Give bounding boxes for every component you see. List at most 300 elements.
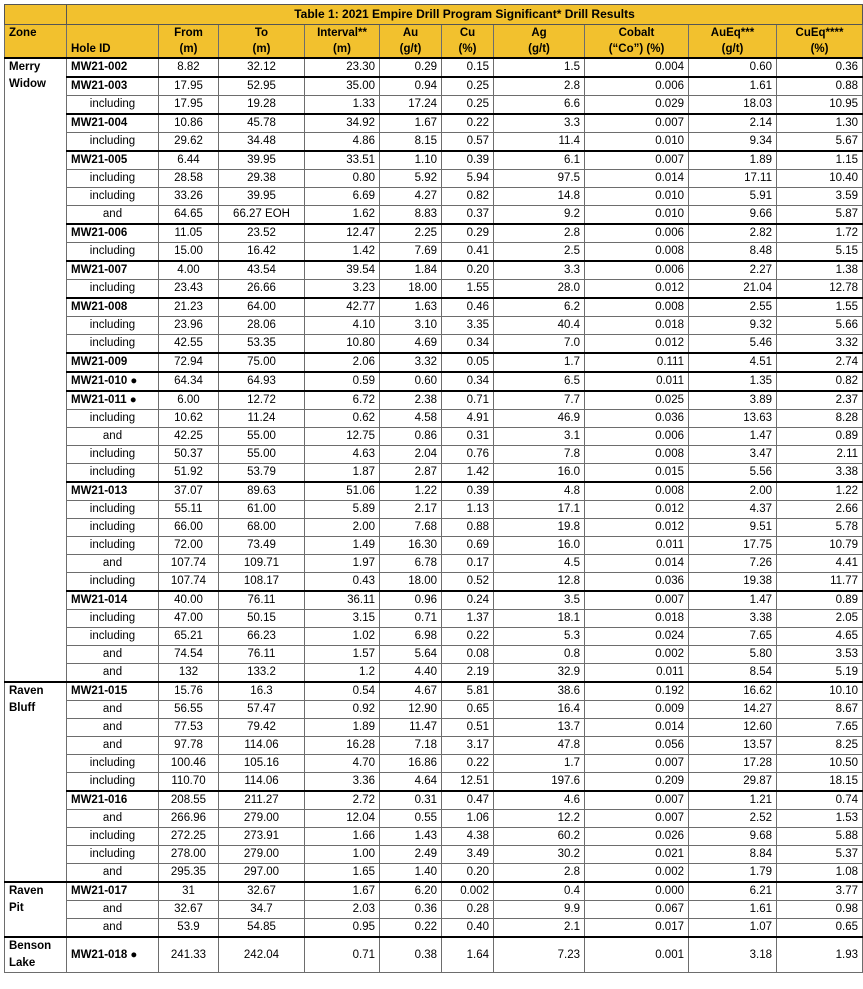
- cell-cu: 1.42: [442, 464, 494, 483]
- header-interval: [305, 25, 380, 59]
- cell-ag: 28.0: [494, 280, 585, 299]
- cell-aueq: 9.66: [689, 206, 777, 225]
- cell-to: 54.85: [219, 919, 305, 938]
- cell-cu: 0.71: [442, 391, 494, 410]
- cell-to: 26.66: [219, 280, 305, 299]
- cell-co: 0.024: [585, 628, 689, 646]
- cell-ag: 4.5: [494, 555, 585, 573]
- zone-name-part: Raven: [9, 885, 44, 897]
- sub-interval-label: and: [67, 919, 159, 938]
- cell-au: 4.58: [380, 410, 442, 428]
- cell-co: 0.008: [585, 243, 689, 262]
- cell-au: 5.92: [380, 170, 442, 188]
- cell-interval: 12.04: [305, 810, 380, 828]
- cell-co: 0.007: [585, 791, 689, 810]
- cell-co: 0.007: [585, 755, 689, 773]
- cell-interval: 1.33: [305, 96, 380, 115]
- cell-interval: 42.77: [305, 298, 380, 317]
- cell-cu: 12.51: [442, 773, 494, 792]
- cell-co: 0.017: [585, 919, 689, 938]
- cell-interval: 1.66: [305, 828, 380, 846]
- cell-au: 2.38: [380, 391, 442, 410]
- cell-cueq: 0.36: [777, 58, 863, 77]
- cell-ag: 11.4: [494, 133, 585, 152]
- cell-cueq: 10.10: [777, 682, 863, 701]
- cell-ag: 16.0: [494, 537, 585, 555]
- sub-interval-label: including: [67, 280, 159, 299]
- cell-aueq: 3.18: [689, 937, 777, 973]
- cell-cueq: 2.74: [777, 353, 863, 372]
- cell-cu: 2.19: [442, 664, 494, 683]
- cell-co: 0.002: [585, 646, 689, 664]
- cell-cueq: 2.05: [777, 610, 863, 628]
- cell-ag: 47.8: [494, 737, 585, 755]
- cell-from: 65.21: [159, 628, 219, 646]
- cell-au: 0.29: [380, 58, 442, 77]
- table-row: [5, 224, 863, 243]
- table-row: [5, 317, 863, 335]
- cell-ag: 197.6: [494, 773, 585, 792]
- cell-to: 43.54: [219, 261, 305, 280]
- cell-co: 0.008: [585, 298, 689, 317]
- cell-from: 4.00: [159, 261, 219, 280]
- cell-interval: 2.06: [305, 353, 380, 372]
- table-row: [5, 482, 863, 501]
- cell-to: 34.7: [219, 901, 305, 919]
- cell-cueq: 5.66: [777, 317, 863, 335]
- cell-ag: 3.1: [494, 428, 585, 446]
- cell-to: 64.00: [219, 298, 305, 317]
- cell-aueq: 13.63: [689, 410, 777, 428]
- cell-cu: 0.82: [442, 188, 494, 206]
- header-to: [219, 25, 305, 59]
- header-cobalt: [585, 25, 689, 59]
- cell-interval: 1.62: [305, 206, 380, 225]
- cell-cueq: 1.15: [777, 151, 863, 170]
- cell-to: 61.00: [219, 501, 305, 519]
- cell-co: 0.011: [585, 664, 689, 683]
- table-row: [5, 243, 863, 262]
- cell-to: 16.42: [219, 243, 305, 262]
- cell-ag: 12.2: [494, 810, 585, 828]
- hole-id-cell: MW21-006: [67, 224, 159, 243]
- cell-interval: 3.15: [305, 610, 380, 628]
- cell-cu: 0.47: [442, 791, 494, 810]
- cell-ag: 3.3: [494, 261, 585, 280]
- header-cu: [442, 25, 494, 59]
- cell-cueq: 10.40: [777, 170, 863, 188]
- cell-from: 64.34: [159, 372, 219, 391]
- cell-from: 132: [159, 664, 219, 683]
- cell-au: 6.98: [380, 628, 442, 646]
- cell-co: 0.007: [585, 591, 689, 610]
- cell-from: 6.44: [159, 151, 219, 170]
- cell-aueq: 2.27: [689, 261, 777, 280]
- cell-co: 0.111: [585, 353, 689, 372]
- cell-interval: 1.57: [305, 646, 380, 664]
- zone-cell: [5, 882, 67, 937]
- cell-aueq: 21.04: [689, 280, 777, 299]
- cell-cu: 0.51: [442, 719, 494, 737]
- cell-from: 50.37: [159, 446, 219, 464]
- header-ag-l1: Ag: [531, 27, 547, 39]
- cell-from: 107.74: [159, 573, 219, 592]
- cell-ag: 4.8: [494, 482, 585, 501]
- cell-to: 55.00: [219, 428, 305, 446]
- cell-from: 72.00: [159, 537, 219, 555]
- cell-to: 76.11: [219, 591, 305, 610]
- hole-id-cell: MW21-011 ●: [67, 391, 159, 410]
- cell-from: 10.62: [159, 410, 219, 428]
- cell-to: 114.06: [219, 773, 305, 792]
- cell-au: 4.69: [380, 335, 442, 354]
- cell-to: 79.42: [219, 719, 305, 737]
- cell-cu: 0.05: [442, 353, 494, 372]
- table-row: [5, 391, 863, 410]
- cell-cueq: 8.67: [777, 701, 863, 719]
- cell-interval: 2.03: [305, 901, 380, 919]
- cell-interval: 51.06: [305, 482, 380, 501]
- table-row: [5, 682, 863, 701]
- zone-name-part: Widow: [9, 78, 46, 90]
- header-cu-l2: (%): [458, 43, 477, 55]
- cell-ag: 32.9: [494, 664, 585, 683]
- table-row: [5, 298, 863, 317]
- cell-aueq: 1.61: [689, 77, 777, 96]
- cell-cueq: 4.41: [777, 555, 863, 573]
- cell-au: 0.86: [380, 428, 442, 446]
- cell-from: 64.65: [159, 206, 219, 225]
- sub-interval-label: including: [67, 573, 159, 592]
- cell-ag: 97.5: [494, 170, 585, 188]
- zone-name-part: Benson: [9, 940, 52, 952]
- cell-co: 0.010: [585, 133, 689, 152]
- cell-interval: 36.11: [305, 591, 380, 610]
- sub-interval-label: including: [67, 446, 159, 464]
- zone-name-part: Lake: [9, 957, 36, 969]
- cell-cueq: 2.37: [777, 391, 863, 410]
- cell-to: 28.06: [219, 317, 305, 335]
- cell-from: 77.53: [159, 719, 219, 737]
- zone-cell: [5, 937, 67, 973]
- cell-cueq: 0.89: [777, 591, 863, 610]
- cell-interval: 3.23: [305, 280, 380, 299]
- header-interval-l1: Interval**: [317, 27, 367, 39]
- cell-from: 40.00: [159, 591, 219, 610]
- cell-cueq: 3.53: [777, 646, 863, 664]
- table-row: [5, 519, 863, 537]
- cell-to: 32.67: [219, 882, 305, 901]
- cell-interval: 23.30: [305, 58, 380, 77]
- cell-cueq: 3.32: [777, 335, 863, 354]
- table-row: [5, 664, 863, 683]
- cell-from: 15.00: [159, 243, 219, 262]
- cell-ag: 60.2: [494, 828, 585, 846]
- cell-ag: 6.1: [494, 151, 585, 170]
- cell-cu: 5.94: [442, 170, 494, 188]
- cell-interval: 0.54: [305, 682, 380, 701]
- cell-co: 0.004: [585, 58, 689, 77]
- sub-interval-label: including: [67, 410, 159, 428]
- cell-aueq: 12.60: [689, 719, 777, 737]
- cell-au: 0.94: [380, 77, 442, 96]
- header-to-l1: To: [254, 27, 269, 39]
- sub-interval-label: including: [67, 170, 159, 188]
- cell-to: 89.63: [219, 482, 305, 501]
- header-cueq: [777, 25, 863, 59]
- table-row: [5, 188, 863, 206]
- cell-aueq: 5.80: [689, 646, 777, 664]
- cell-au: 18.00: [380, 573, 442, 592]
- cell-au: 2.87: [380, 464, 442, 483]
- cell-aueq: 1.35: [689, 372, 777, 391]
- cell-ag: 7.8: [494, 446, 585, 464]
- cell-aueq: 13.57: [689, 737, 777, 755]
- cell-co: 0.001: [585, 937, 689, 973]
- cell-ag: 2.8: [494, 224, 585, 243]
- table-row: [5, 446, 863, 464]
- hole-id-cell: MW21-007: [67, 261, 159, 280]
- cell-from: 15.76: [159, 682, 219, 701]
- cell-co: 0.006: [585, 224, 689, 243]
- cell-cu: 1.06: [442, 810, 494, 828]
- cell-ag: 1.7: [494, 755, 585, 773]
- hole-id-cell: MW21-018 ●: [67, 937, 159, 973]
- cell-from: 17.95: [159, 96, 219, 115]
- hole-id-cell: MW21-010 ●: [67, 372, 159, 391]
- cell-ag: 17.1: [494, 501, 585, 519]
- cell-au: 5.64: [380, 646, 442, 664]
- sub-interval-label: including: [67, 133, 159, 152]
- cell-ag: 3.5: [494, 591, 585, 610]
- cell-interval: 0.62: [305, 410, 380, 428]
- sub-interval-label: and: [67, 864, 159, 883]
- cell-aueq: 1.47: [689, 591, 777, 610]
- cell-ag: 16.0: [494, 464, 585, 483]
- cell-ag: 3.3: [494, 114, 585, 133]
- cell-cu: 0.39: [442, 151, 494, 170]
- header-au-l2: (g/t): [399, 43, 422, 55]
- cell-to: 133.2: [219, 664, 305, 683]
- cell-aueq: 2.55: [689, 298, 777, 317]
- cell-aueq: 9.68: [689, 828, 777, 846]
- cell-cu: 0.40: [442, 919, 494, 938]
- cell-cueq: 2.66: [777, 501, 863, 519]
- cell-au: 3.32: [380, 353, 442, 372]
- cell-au: 7.18: [380, 737, 442, 755]
- cell-interval: 1.97: [305, 555, 380, 573]
- cell-ag: 0.4: [494, 882, 585, 901]
- cell-cueq: 1.22: [777, 482, 863, 501]
- cell-cueq: 5.15: [777, 243, 863, 262]
- cell-interval: 1.87: [305, 464, 380, 483]
- cell-au: 7.69: [380, 243, 442, 262]
- cell-from: 56.55: [159, 701, 219, 719]
- sub-interval-label: and: [67, 664, 159, 683]
- zone-name-part: Merry: [9, 61, 41, 73]
- cell-co: 0.025: [585, 391, 689, 410]
- cell-au: 1.40: [380, 864, 442, 883]
- cell-cueq: 10.50: [777, 755, 863, 773]
- cell-cueq: 7.65: [777, 719, 863, 737]
- cell-au: 2.25: [380, 224, 442, 243]
- zone-name-part: Raven: [9, 685, 44, 697]
- cell-to: 34.48: [219, 133, 305, 152]
- hole-id-cell: MW21-002: [67, 58, 159, 77]
- cell-aueq: 3.47: [689, 446, 777, 464]
- cell-au: 1.67: [380, 114, 442, 133]
- cell-aueq: 5.56: [689, 464, 777, 483]
- cell-cu: 0.29: [442, 224, 494, 243]
- sub-interval-label: including: [67, 628, 159, 646]
- cell-au: 0.31: [380, 791, 442, 810]
- cell-cueq: 0.89: [777, 428, 863, 446]
- cell-interval: 12.75: [305, 428, 380, 446]
- cell-aueq: 8.84: [689, 846, 777, 864]
- cell-co: 0.007: [585, 151, 689, 170]
- cell-interval: 1.67: [305, 882, 380, 901]
- cell-co: 0.011: [585, 537, 689, 555]
- cell-ag: 16.4: [494, 701, 585, 719]
- cell-cu: 0.34: [442, 372, 494, 391]
- cell-co: 0.006: [585, 77, 689, 96]
- sub-interval-label: and: [67, 555, 159, 573]
- cell-cueq: 0.74: [777, 791, 863, 810]
- cell-aueq: 1.61: [689, 901, 777, 919]
- cell-cu: 0.88: [442, 519, 494, 537]
- cell-aueq: 8.54: [689, 664, 777, 683]
- cell-aueq: 19.38: [689, 573, 777, 592]
- hole-id-cell: MW21-017: [67, 882, 159, 901]
- table-row: [5, 846, 863, 864]
- cell-to: 105.16: [219, 755, 305, 773]
- cell-cueq: 3.38: [777, 464, 863, 483]
- title-spacer: [5, 5, 67, 25]
- cell-to: 64.93: [219, 372, 305, 391]
- cell-from: 241.33: [159, 937, 219, 973]
- cell-to: 32.12: [219, 58, 305, 77]
- cell-co: 0.008: [585, 446, 689, 464]
- cell-interval: 16.28: [305, 737, 380, 755]
- cell-ag: 9.2: [494, 206, 585, 225]
- header-interval-l2: (m): [333, 43, 351, 55]
- cell-aueq: 1.07: [689, 919, 777, 938]
- cell-cu: 0.41: [442, 243, 494, 262]
- cell-aueq: 3.38: [689, 610, 777, 628]
- cell-to: 19.28: [219, 96, 305, 115]
- sub-interval-label: and: [67, 901, 159, 919]
- cell-co: 0.012: [585, 501, 689, 519]
- cell-from: 55.11: [159, 501, 219, 519]
- cell-ag: 40.4: [494, 317, 585, 335]
- cell-co: 0.006: [585, 428, 689, 446]
- cell-co: 0.009: [585, 701, 689, 719]
- cell-interval: 0.80: [305, 170, 380, 188]
- sub-interval-label: and: [67, 646, 159, 664]
- cell-from: 208.55: [159, 791, 219, 810]
- hole-id-cell: MW21-013: [67, 482, 159, 501]
- cell-interval: 0.59: [305, 372, 380, 391]
- table-row: [5, 410, 863, 428]
- cell-au: 0.96: [380, 591, 442, 610]
- table-row: [5, 646, 863, 664]
- cell-to: 273.91: [219, 828, 305, 846]
- table-row: [5, 280, 863, 299]
- table-row: [5, 133, 863, 152]
- cell-co: 0.007: [585, 810, 689, 828]
- cell-aueq: 8.48: [689, 243, 777, 262]
- cell-cu: 4.38: [442, 828, 494, 846]
- cell-to: 68.00: [219, 519, 305, 537]
- table-row: [5, 573, 863, 592]
- cell-au: 1.22: [380, 482, 442, 501]
- table-row: [5, 77, 863, 96]
- cell-ag: 18.1: [494, 610, 585, 628]
- table-title: Table 1: 2021 Empire Drill Program Significant* Drill Results: [67, 5, 863, 25]
- cell-from: 72.94: [159, 353, 219, 372]
- cell-to: 279.00: [219, 846, 305, 864]
- cell-au: 0.55: [380, 810, 442, 828]
- header-cueq-l2: (%): [810, 43, 829, 55]
- cell-interval: 10.80: [305, 335, 380, 354]
- cell-cu: 0.20: [442, 864, 494, 883]
- cell-aueq: 9.51: [689, 519, 777, 537]
- cell-ag: 12.8: [494, 573, 585, 592]
- table-row: [5, 58, 863, 77]
- zone-name-part: Bluff: [9, 702, 36, 714]
- cell-ag: 30.2: [494, 846, 585, 864]
- cell-to: 50.15: [219, 610, 305, 628]
- zone-cell: [5, 682, 67, 882]
- cell-to: 108.17: [219, 573, 305, 592]
- table-row: [5, 919, 863, 938]
- cell-au: 6.78: [380, 555, 442, 573]
- hole-id-cell: MW21-016: [67, 791, 159, 810]
- cell-to: 211.27: [219, 791, 305, 810]
- header-to-l2: (m): [252, 43, 271, 55]
- cell-ag: 6.2: [494, 298, 585, 317]
- cell-co: 0.021: [585, 846, 689, 864]
- hole-id-cell: MW21-003: [67, 77, 159, 96]
- table-row: [5, 791, 863, 810]
- cell-interval: 2.72: [305, 791, 380, 810]
- cell-aueq: 14.27: [689, 701, 777, 719]
- cell-from: 31: [159, 882, 219, 901]
- cell-au: 2.17: [380, 501, 442, 519]
- table-row: [5, 773, 863, 792]
- table-row: [5, 591, 863, 610]
- sub-interval-label: including: [67, 610, 159, 628]
- cell-au: 0.60: [380, 372, 442, 391]
- cell-au: 2.04: [380, 446, 442, 464]
- cell-co: 0.008: [585, 482, 689, 501]
- cell-cu: 0.17: [442, 555, 494, 573]
- cell-from: 8.82: [159, 58, 219, 77]
- cell-interval: 0.43: [305, 573, 380, 592]
- cell-ag: 0.8: [494, 646, 585, 664]
- cell-au: 8.15: [380, 133, 442, 152]
- cell-cueq: 1.30: [777, 114, 863, 133]
- sub-interval-label: including: [67, 519, 159, 537]
- table-row: [5, 114, 863, 133]
- cell-au: 4.64: [380, 773, 442, 792]
- cell-interval: 12.47: [305, 224, 380, 243]
- cell-interval: 1.2: [305, 664, 380, 683]
- cell-aueq: 5.91: [689, 188, 777, 206]
- cell-co: 0.036: [585, 573, 689, 592]
- header-hole-id: Hole ID: [67, 25, 159, 59]
- cell-from: 28.58: [159, 170, 219, 188]
